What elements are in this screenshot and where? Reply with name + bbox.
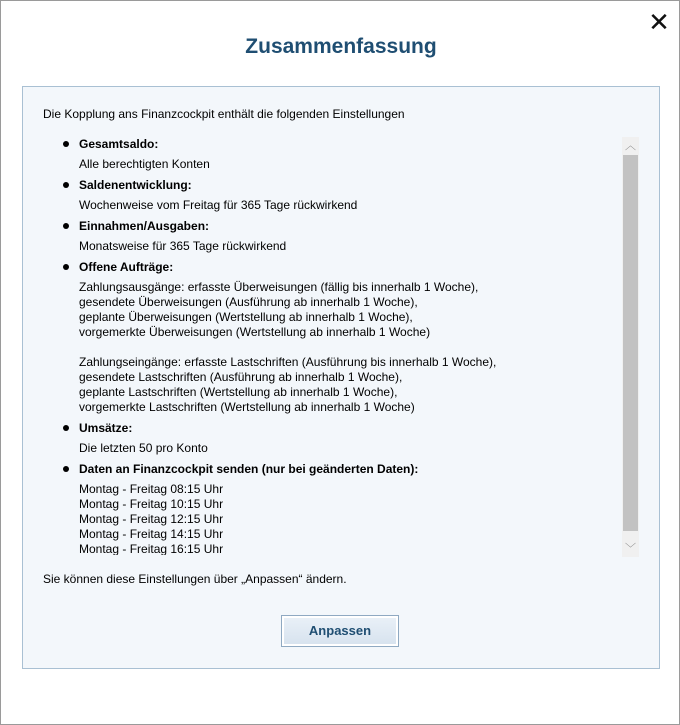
setting-value: Zahlungsausgänge: erfasste Überweisungen (fällig bis innerhalb 1 Woche), [79,280,479,294]
setting-title: Offene Aufträge: [79,260,174,274]
bullet-icon [63,466,69,472]
setting-value: Montag - Freitag 14:15 Uhr [79,527,224,541]
setting-value: Montag - Freitag 08:15 Uhr [79,482,224,496]
settings-list [43,137,621,555]
setting-value: vorgemerkte Überweisungen (Wertstellung ab innerhalb 1 Woche) [79,325,431,339]
vertical-scrollbar[interactable] [622,137,639,557]
setting-value: geplante Lastschriften (Wertstellung ab innerhalb 1 Woche), [79,385,398,399]
bullet-icon [63,264,69,270]
setting-title: Einnahmen/Ausgaben: [79,219,210,233]
setting-value: gesendete Überweisungen (Ausführung ab innerhalb 1 Woche), [79,295,418,309]
setting-value: vorgemerkte Lastschriften (Wertstellung ab innerhalb 1 Woche) [79,400,415,414]
setting-item [43,219,621,254]
settings-scroll-area[interactable] [43,137,621,555]
dialog-title: Zusammenfassung [245,35,437,58]
setting-title: Umsätze: [79,421,133,435]
setting-value: gesendete Lastschriften (Ausführung ab innerhalb 1 Woche), [79,370,403,384]
bullet-icon [63,223,69,229]
adjust-note: Sie können diese Einstellungen über „Anpassen“ ändern. [43,572,347,586]
bullet-icon [63,182,69,188]
setting-value: geplante Überweisungen (Wertstellung ab innerhalb 1 Woche), [79,310,413,324]
setting-item [43,137,621,172]
setting-spacer [79,340,621,355]
setting-value: Montag - Freitag 16:15 Uhr [79,542,224,555]
setting-item [43,421,621,456]
chevron-up-icon[interactable]: ︿ [625,139,636,152]
summary-panel [22,86,660,669]
close-icon[interactable]: ✕ [648,8,670,38]
setting-value: Wochenweise vom Freitag für 365 Tage rückwirkend [79,198,358,212]
setting-item [43,178,621,213]
setting-item [43,260,621,415]
setting-value: Montag - Freitag 12:15 Uhr [79,512,224,526]
setting-value: Montag - Freitag 10:15 Uhr [79,497,224,511]
setting-title: Daten an Finanzcockpit senden (nur bei geänderten Daten): [79,462,419,476]
setting-title: Gesamtsaldo: [79,137,159,151]
intro-text: Die Kopplung ans Finanzcockpit enthält die folgenden Einstellungen [43,107,405,121]
setting-value: Monatsweise für 365 Tage rückwirkend [79,239,287,253]
setting-item [43,462,621,555]
setting-title: Saldenentwicklung: [79,178,192,192]
bullet-icon [63,425,69,431]
scroll-thumb[interactable] [623,155,638,531]
chevron-down-icon[interactable]: ﹀ [625,542,636,555]
setting-value: Alle berechtigten Konten [79,157,210,171]
adjust-button[interactable]: Anpassen [281,615,399,647]
setting-value: Die letzten 50 pro Konto [79,441,208,455]
setting-value: Zahlungseingänge: erfasste Lastschriften (Ausführung bis innerhalb 1 Woche), [79,355,497,369]
bullet-icon [63,141,69,147]
